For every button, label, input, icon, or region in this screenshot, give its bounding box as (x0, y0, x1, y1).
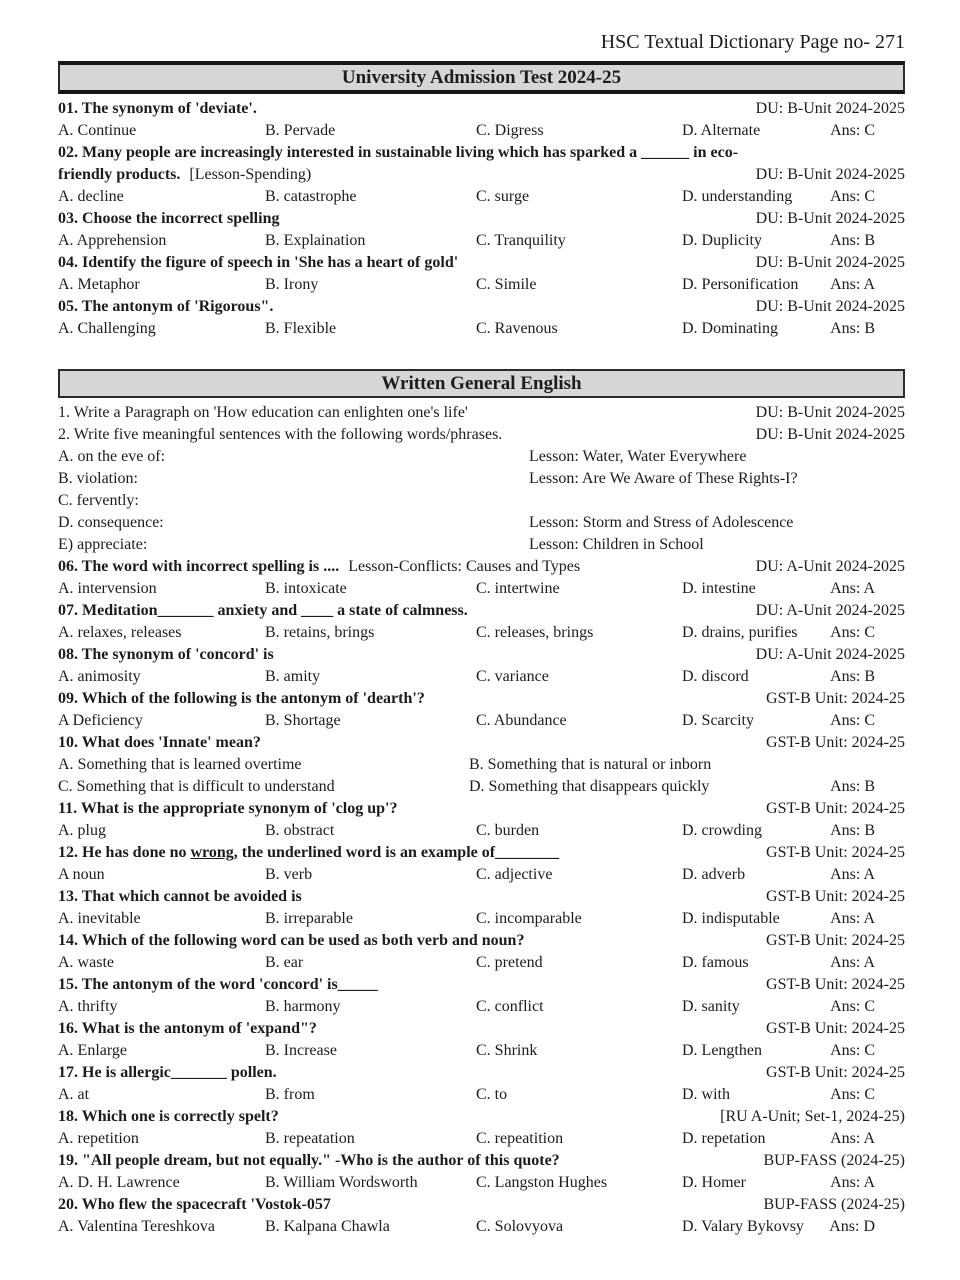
question-text: 03. Choose the incorrect spelling (58, 210, 280, 227)
option-text: D. Duplicity (682, 232, 762, 249)
option-text: B. obstract (265, 822, 335, 839)
question-text: 05. The antonym of 'Rigorous". (58, 298, 274, 315)
options-row (58, 776, 905, 798)
option-text: A Deficiency (58, 712, 143, 729)
option-text: C. Ravenous (476, 320, 558, 337)
options-row (58, 622, 905, 644)
answer: Ans: A (830, 1130, 875, 1147)
question-line (58, 1150, 905, 1172)
option-text: B. Shortage (265, 712, 341, 729)
section-header-written-general-english (58, 369, 905, 398)
option-text: A. Continue (58, 122, 137, 139)
option-text: A. inevitable (58, 910, 141, 927)
answer: Ans: A (830, 866, 875, 883)
options-row (58, 952, 905, 974)
option-text: B. catastrophe (265, 188, 357, 205)
options-row (58, 820, 905, 842)
answer: Ans: C (830, 998, 875, 1015)
option-text: A. animosity (58, 668, 141, 685)
options-row (58, 996, 905, 1018)
options-row (58, 1216, 905, 1238)
option-text: D. Valary Bykovsy (682, 1218, 804, 1235)
question-note: Lesson-Conflicts: Causes and Types (348, 558, 581, 575)
question-line (58, 974, 905, 996)
question-line (58, 1018, 905, 1040)
option-text: A. Valentina Tereshkova (58, 1218, 215, 1235)
written-text: 1. Write a Paragraph on 'How education can enlighten one's life' (58, 404, 468, 421)
written-line (58, 402, 905, 424)
answer: Ans: A (830, 954, 875, 971)
option-text: C. Tranquility (476, 232, 566, 249)
question-text: 06. The word with incorrect spelling is .... Lesson-Conflicts: Causes and Types (58, 558, 581, 575)
option-text: A. decline (58, 188, 124, 205)
option-text: C. releases, brings (476, 624, 594, 641)
option-text: D. Something that disappears quickly (469, 778, 710, 795)
options-row (58, 274, 905, 296)
question-line (58, 98, 905, 120)
answer: Ans: B (830, 320, 875, 337)
question-source: GST-B Unit: 2024-25 (766, 888, 905, 905)
question-source: GST-B Unit: 2024-25 (766, 1064, 905, 1081)
written-line (58, 446, 905, 468)
question-line (58, 732, 905, 754)
written-line (58, 490, 905, 512)
options-row (58, 666, 905, 688)
option-text: A. plug (58, 822, 106, 839)
options-row (58, 1084, 905, 1106)
option-text: A. intervension (58, 580, 157, 597)
option-text: C. variance (476, 668, 549, 685)
option-text: C. burden (476, 822, 540, 839)
question-line (58, 208, 905, 230)
option-text: D. Alternate (682, 122, 761, 139)
option-text: C. Shrink (476, 1042, 538, 1059)
option-text: B. from (265, 1086, 315, 1103)
question-line (58, 600, 905, 622)
question-line (58, 644, 905, 666)
question-line (58, 930, 905, 952)
option-text: D. Homer (682, 1174, 746, 1191)
written-text: B. violation: (58, 470, 138, 487)
answer: Ans: C (830, 122, 875, 139)
question-text: 13. That which cannot be avoided is (58, 888, 302, 905)
written-line (58, 512, 905, 534)
question-text: 16. What is the antonym of 'expand"? (58, 1020, 317, 1037)
option-text: D. Lengthen (682, 1042, 762, 1059)
option-text: C. Something that is difficult to understand (58, 778, 335, 795)
answer: Ans: C (830, 188, 875, 205)
written-line (58, 534, 905, 556)
question-source: DU: B-Unit 2024-2025 (755, 100, 905, 117)
option-text: C. surge (476, 188, 530, 205)
question-text: 19. "All people dream, but not equally." -Who is the author of this quote? (58, 1152, 560, 1169)
options-row (58, 864, 905, 886)
question-text: 15. The antonym of the word 'concord' is_____ (58, 976, 378, 993)
section-title: Written General English (381, 373, 582, 394)
answer: Ans: B (830, 822, 875, 839)
option-text: D. repetation (682, 1130, 766, 1147)
option-text: D. adverb (682, 866, 746, 883)
option-text: B. verb (265, 866, 313, 883)
option-text: A. repetition (58, 1130, 139, 1147)
written-text: C. fervently: (58, 492, 139, 509)
option-text: B. Kalpana Chawla (265, 1218, 390, 1235)
option-text: D. understanding (682, 188, 793, 205)
question-line (58, 688, 905, 710)
lesson-ref (529, 402, 746, 424)
underlined-word: wrong, (190, 844, 238, 861)
option-text: C. to (476, 1086, 508, 1103)
option-text: A. waste (58, 954, 114, 971)
question-source: BUP-FASS (2024-25) (763, 1196, 905, 1213)
question-source: GST-B Unit: 2024-25 (766, 932, 905, 949)
written-text: 2. Write five meaningful sentences with the following words/phrases. (58, 426, 503, 443)
content (58, 61, 905, 1238)
option-text: A. Apprehension (58, 232, 167, 249)
question-source: GST-B Unit: 2024-25 (766, 800, 905, 817)
answer: Ans: A (830, 276, 875, 293)
question-text: 08. The synonym of 'concord' is (58, 646, 274, 663)
option-text: D. with (682, 1086, 730, 1103)
answer: Ans: B (830, 668, 875, 685)
option-text: B. Explaination (265, 232, 366, 249)
options-row (58, 578, 905, 600)
option-text: D. Scarcity (682, 712, 754, 729)
question-line (58, 1194, 905, 1216)
written-source: DU: B-Unit 2024-2025 (755, 426, 905, 443)
question-line (58, 142, 905, 186)
answer: Ans: A (830, 1174, 875, 1191)
question-note: [Lesson-Spending) (189, 166, 312, 183)
option-text: B. harmony (265, 998, 341, 1015)
option-text: C. incomparable (476, 910, 582, 927)
answer: Ans: A (830, 580, 875, 597)
options-row (58, 1040, 905, 1062)
section-title: University Admission Test 2024-25 (341, 67, 622, 88)
lesson-ref: Lesson: Are We Aware of These Rights-I? (529, 470, 798, 487)
question-line (58, 296, 905, 318)
section-header-university-admission-test (58, 61, 905, 94)
options-row (58, 318, 905, 340)
option-text: D. indisputable (682, 910, 780, 927)
page-header: HSC Textual Dictionary Page no- 271 (600, 31, 905, 53)
lesson-ref (529, 490, 905, 512)
option-text: D. crowding (682, 822, 762, 839)
question-line (58, 252, 905, 274)
question-text: 11. What is the appropriate synonym of 'clog up'? (58, 800, 398, 817)
option-text: C. Langston Hughes (476, 1174, 608, 1191)
option-text: C. Digress (476, 122, 544, 139)
option-text: B. irreparable (265, 910, 353, 927)
option-text: A noun (58, 866, 105, 883)
option-text: B. intoxicate (265, 580, 347, 597)
option-text: A. thrifty (58, 998, 118, 1015)
option-text: B. William Wordsworth (265, 1174, 418, 1191)
option-text: C. pretend (476, 954, 543, 971)
question-text: 07. Meditation_______ anxiety and ____ a state of calmness. (58, 602, 468, 619)
question-source: DU: A-Unit 2024-2025 (755, 646, 905, 663)
question-line (58, 798, 905, 820)
option-text: A. Something that is learned overtime (58, 756, 302, 773)
options-row (58, 120, 905, 142)
option-text: B. retains, brings (265, 624, 375, 641)
lesson-ref (529, 424, 746, 446)
written-line (58, 468, 905, 490)
option-text: D. discord (682, 668, 749, 685)
option-text: B. Pervade (265, 122, 336, 139)
question-text: 17. He is allergic_______ pollen. (58, 1064, 277, 1081)
option-text: C. adjective (476, 866, 553, 883)
options-row (58, 186, 905, 208)
options-row (58, 230, 905, 252)
option-text: C. conflict (476, 998, 544, 1015)
option-text: C. intertwine (476, 580, 560, 597)
option-text: C. Simile (476, 276, 537, 293)
written-text: A. on the eve of: (58, 448, 166, 465)
written-line (58, 424, 905, 446)
question-source: DU: A-Unit 2024-2025 (755, 558, 905, 575)
question-source: GST-B Unit: 2024-25 (766, 976, 905, 993)
option-text: D. intestine (682, 580, 756, 597)
answer: Ans: C (830, 1042, 875, 1059)
written-text: E) appreciate: (58, 536, 148, 553)
question-source: DU: B-Unit 2024-2025 (755, 254, 905, 271)
option-text: A. Metaphor (58, 276, 140, 293)
question-source: GST-B Unit: 2024-25 (766, 1020, 905, 1037)
question-text: 18. Which one is correctly spelt? (58, 1108, 279, 1125)
answer: Ans: C (830, 624, 875, 641)
options-row (58, 710, 905, 732)
option-text: C. Abundance (476, 712, 567, 729)
question-line (58, 886, 905, 908)
question-text: 09. Which of the following is the antonym of 'dearth'? (58, 690, 425, 707)
question-line (58, 842, 905, 864)
question-text: 12. He has done no wrong, the underlined word is an example of________ (58, 844, 560, 861)
option-text: D. sanity (682, 998, 740, 1015)
options-row (58, 1128, 905, 1150)
answer: Ans: A (830, 910, 875, 927)
option-text: A. relaxes, releases (58, 624, 182, 641)
option-text: D. Personification (682, 276, 799, 293)
question-source: GST-B Unit: 2024-25 (766, 734, 905, 751)
question-line (58, 1062, 905, 1084)
option-text: A. D. H. Lawrence (58, 1174, 180, 1191)
options-row (58, 908, 905, 930)
option-text: C. Solovyova (476, 1218, 564, 1235)
question-text: 14. Which of the following word can be used as both verb and noun? (58, 932, 525, 949)
question-text: 01. The synonym of 'deviate'. (58, 100, 257, 117)
option-text: C. repeatition (476, 1130, 564, 1147)
option-text: D. drains, purifies (682, 624, 798, 641)
options-row (58, 754, 905, 776)
option-text: B. Flexible (265, 320, 337, 337)
question-source: GST-B Unit: 2024-25 (766, 844, 905, 861)
answer: Ans: B (830, 778, 875, 795)
answer-spacer (875, 754, 905, 776)
question-line (58, 1106, 905, 1128)
lesson-ref: Lesson: Water, Water Everywhere (529, 448, 747, 465)
question-text: 20. Who flew the spacecraft 'Vostok-057 (58, 1196, 331, 1213)
option-text: B. Something that is natural or inborn (469, 756, 712, 773)
question-text: 04. Identify the figure of speech in 'She has a heart of gold' (58, 254, 459, 271)
option-text: B. Irony (265, 276, 319, 293)
option-text: A. at (58, 1086, 90, 1103)
option-text: D. Dominating (682, 320, 778, 337)
option-text: D. famous (682, 954, 749, 971)
answer: Ans: B (830, 232, 875, 249)
question-source: DU: B-Unit 2024-2025 (755, 210, 905, 227)
question-source: BUP-FASS (2024-25) (763, 1152, 905, 1169)
answer: Ans: D (829, 1218, 875, 1235)
question-text: 02. Many people are increasingly interested in sustainable living which has sparked a ______ in eco-friendly products. [Lesson-Spending) (58, 144, 739, 183)
option-text: A. Challenging (58, 320, 156, 337)
answer: Ans: C (830, 1086, 875, 1103)
written-source: DU: B-Unit 2024-2025 (755, 404, 905, 421)
option-text: B. Increase (265, 1042, 337, 1059)
option-text: B. amity (265, 668, 321, 685)
question-source: [RU A-Unit; Set-1, 2024-25) (720, 1108, 905, 1125)
option-text: B. repeatation (265, 1130, 355, 1147)
answer: Ans: C (830, 712, 875, 729)
lesson-ref: Lesson: Storm and Stress of Adolescence (529, 514, 794, 531)
options-row (58, 1172, 905, 1194)
question-text: 10. What does 'Innate' mean? (58, 734, 261, 751)
question-source: GST-B Unit: 2024-25 (766, 690, 905, 707)
written-text: D. consequence: (58, 514, 164, 531)
question-line (58, 556, 905, 578)
question-source: DU: B-Unit 2024-2025 (755, 166, 905, 183)
question-source: DU: A-Unit 2024-2025 (755, 602, 905, 619)
question-source: DU: B-Unit 2024-2025 (755, 298, 905, 315)
option-text: B. ear (265, 954, 304, 971)
option-text: A. Enlarge (58, 1042, 128, 1059)
lesson-ref: Lesson: Children in School (529, 536, 704, 553)
